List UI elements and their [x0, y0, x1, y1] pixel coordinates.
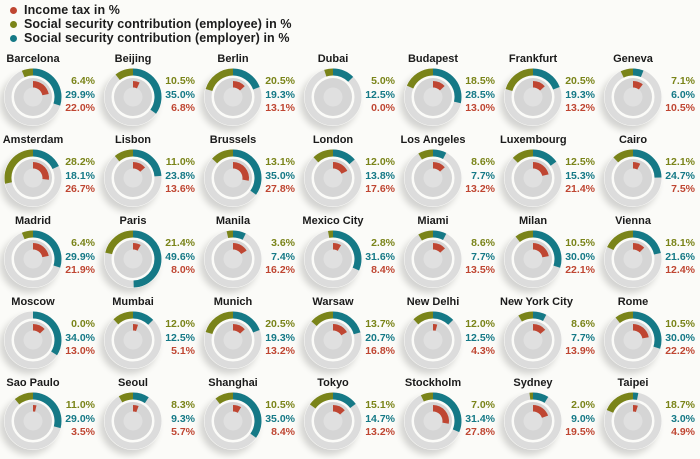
value-ss-employer: 15.3%: [565, 169, 595, 182]
city-values: [265, 156, 295, 197]
value-ss-employer: 29.9%: [65, 88, 95, 101]
city-values: [165, 318, 195, 359]
city-values: [665, 318, 695, 359]
donut-chart: [4, 311, 62, 369]
city-name: Shanghai: [208, 377, 258, 389]
donut-chart: [204, 392, 262, 450]
city-name: Warsaw: [312, 296, 354, 308]
value-ss-employee: 10.5%: [165, 75, 195, 87]
city-values: [365, 318, 395, 359]
city-cell: [300, 214, 400, 295]
city-cell: [200, 133, 300, 214]
value-ss-employee: 28.2%: [65, 156, 95, 168]
value-income-tax: 8.0%: [171, 264, 195, 276]
city-cell: [0, 133, 100, 214]
city-values: [65, 318, 95, 359]
value-ss-employer: 28.5%: [465, 88, 495, 101]
city-values: [465, 318, 495, 359]
city-values: [65, 399, 95, 440]
value-ss-employer: 9.3%: [171, 412, 195, 425]
city-cell: [200, 214, 300, 295]
donut-chart: [604, 230, 662, 288]
value-ss-employer: 20.7%: [365, 331, 395, 344]
value-ss-employee: 20.5%: [265, 318, 295, 330]
city-name: Dubai: [317, 53, 349, 65]
value-income-tax: 12.4%: [665, 264, 695, 276]
value-income-tax: 4.9%: [671, 426, 695, 438]
value-ss-employer: 19.3%: [265, 88, 295, 101]
value-ss-employee: 15.1%: [365, 399, 395, 411]
city-cell: [100, 133, 200, 214]
value-income-tax: 13.0%: [465, 102, 495, 114]
value-ss-employer: 12.5%: [165, 331, 195, 344]
city-values: [565, 399, 595, 440]
value-ss-employer: 29.9%: [65, 250, 95, 263]
value-income-tax: 26.7%: [65, 183, 95, 195]
city-name: Frankfurt: [508, 53, 558, 65]
city-values: [465, 399, 495, 440]
value-ss-employee: 12.0%: [465, 318, 495, 330]
city-cell: [600, 376, 700, 457]
value-ss-employer: 9.0%: [571, 412, 595, 425]
donut-chart: [104, 392, 162, 450]
value-income-tax: 21.4%: [565, 183, 595, 195]
donut-chart: [4, 392, 62, 450]
city-values: [665, 237, 695, 278]
value-ss-employee: 2.8%: [371, 237, 395, 249]
city-values: [265, 318, 295, 359]
city-name: Seoul: [118, 377, 148, 389]
value-income-tax: 4.3%: [471, 345, 495, 357]
city-name: Sydney: [513, 377, 553, 389]
city-cell: [100, 214, 200, 295]
city-cell: [100, 52, 200, 133]
donut-chart: [404, 68, 462, 126]
donut-chart: [4, 68, 62, 126]
legend: [8, 3, 292, 45]
value-ss-employee: 21.4%: [165, 237, 195, 249]
donut-chart: [504, 311, 562, 369]
city-cell: [400, 52, 500, 133]
value-income-tax: 13.2%: [465, 183, 495, 195]
city-name: Los Angeles: [400, 134, 466, 146]
city-name: Milan: [518, 215, 548, 227]
city-name: Sao Paulo: [6, 377, 60, 389]
city-values: [171, 399, 195, 440]
donut-chart: [104, 68, 162, 126]
city-cell: [600, 214, 700, 295]
value-ss-employer: 19.3%: [265, 331, 295, 344]
value-ss-employee: 8.6%: [471, 156, 495, 168]
value-ss-employee: 11.0%: [165, 156, 195, 168]
value-income-tax: 22.2%: [665, 345, 695, 357]
city-name: Stockholm: [404, 377, 462, 389]
value-ss-employer: 24.7%: [665, 169, 695, 182]
ss-employee-dot-icon: [10, 21, 17, 28]
donut-chart: [604, 68, 662, 126]
city-values: [65, 156, 95, 197]
city-values: [365, 75, 395, 116]
city-values: [265, 75, 295, 116]
donut-chart: [204, 230, 262, 288]
value-income-tax: 22.1%: [565, 264, 595, 276]
value-ss-employer: 12.5%: [465, 331, 495, 344]
city-name: Miami: [417, 215, 449, 227]
value-ss-employer: 14.7%: [365, 412, 395, 425]
city-name: Mumbai: [112, 296, 154, 308]
city-name: Beijing: [114, 53, 152, 65]
city-values: [65, 237, 95, 278]
value-ss-employee: 8.6%: [571, 318, 595, 330]
value-ss-employer: 13.8%: [365, 169, 395, 182]
donut-chart: [504, 230, 562, 288]
value-ss-employer: 19.3%: [565, 88, 595, 101]
value-ss-employee: 11.0%: [65, 399, 95, 411]
city-name: London: [312, 134, 354, 146]
value-ss-employer: 7.7%: [571, 331, 595, 344]
donut-chart: [104, 311, 162, 369]
donut-chart: [304, 311, 362, 369]
value-ss-employee: 12.1%: [665, 156, 695, 168]
city-cell: [400, 376, 500, 457]
city-cell: [500, 295, 600, 376]
city-name: Rome: [617, 296, 649, 308]
city-cell: [400, 295, 500, 376]
value-ss-employer: 21.6%: [665, 250, 695, 263]
donut-chart: [604, 392, 662, 450]
city-values: [165, 237, 195, 278]
value-ss-employer: 35.0%: [265, 169, 295, 182]
city-name: Geneva: [613, 53, 653, 65]
donut-chart: [404, 392, 462, 450]
value-ss-employee: 10.5%: [665, 318, 695, 330]
value-ss-employee: 8.3%: [171, 399, 195, 411]
city-name: Berlin: [217, 53, 249, 65]
value-ss-employee: 6.4%: [71, 237, 95, 249]
donut-chart: [304, 230, 362, 288]
donut-chart: [304, 149, 362, 207]
value-ss-employer: 29.0%: [65, 412, 95, 425]
donut-chart: [204, 149, 262, 207]
city-values: [465, 156, 495, 197]
city-name: Barcelona: [6, 53, 60, 65]
value-ss-employer: 34.0%: [65, 331, 95, 344]
value-ss-employee: 20.5%: [265, 75, 295, 87]
city-name: Cairo: [618, 134, 648, 146]
city-name: Mexico City: [302, 215, 364, 227]
city-name: Budapest: [407, 53, 459, 65]
value-income-tax: 3.5%: [71, 426, 95, 438]
donut-chart: [404, 149, 462, 207]
donut-chart: [204, 311, 262, 369]
city-values: [665, 399, 695, 440]
value-ss-employee: 2.0%: [571, 399, 595, 411]
value-income-tax: 10.5%: [665, 102, 695, 114]
city-cell: [400, 214, 500, 295]
donut-chart: [504, 68, 562, 126]
value-income-tax: 13.1%: [265, 102, 295, 114]
value-ss-employee: 18.5%: [465, 75, 495, 87]
value-ss-employer: 49.6%: [165, 250, 195, 263]
value-income-tax: 13.2%: [265, 345, 295, 357]
value-ss-employee: 13.1%: [265, 156, 295, 168]
city-name: Paris: [119, 215, 147, 227]
value-ss-employer: 35.0%: [265, 412, 295, 425]
value-ss-employee: 7.0%: [471, 399, 495, 411]
value-ss-employee: 10.5%: [565, 237, 595, 249]
value-ss-employer: 7.7%: [471, 169, 495, 182]
value-income-tax: 13.9%: [565, 345, 595, 357]
value-ss-employer: 31.4%: [465, 412, 495, 425]
value-income-tax: 0.0%: [371, 102, 395, 114]
value-income-tax: 5.7%: [171, 426, 195, 438]
ss-employer-dot-icon: [10, 35, 17, 42]
value-income-tax: 21.9%: [65, 264, 95, 276]
value-ss-employee: 18.1%: [665, 237, 695, 249]
legend-label: Social security contribution (employee) in %: [24, 17, 292, 31]
value-ss-employer: 7.4%: [271, 250, 295, 263]
income-tax-dot-icon: [10, 7, 17, 14]
city-cell: [600, 295, 700, 376]
city-cell: [200, 52, 300, 133]
city-cell: [500, 52, 600, 133]
value-ss-employee: 7.1%: [671, 75, 695, 87]
city-name: Madrid: [14, 215, 52, 227]
value-ss-employee: 20.5%: [565, 75, 595, 87]
city-cell: [300, 376, 400, 457]
value-ss-employee: 18.7%: [665, 399, 695, 411]
value-ss-employer: 35.0%: [165, 88, 195, 101]
city-values: [565, 75, 595, 116]
city-cell: [600, 133, 700, 214]
value-income-tax: 27.8%: [465, 426, 495, 438]
city-name: Lisbon: [114, 134, 152, 146]
city-values: [565, 318, 595, 359]
city-values: [565, 237, 595, 278]
value-ss-employee: 12.0%: [165, 318, 195, 330]
donut-chart: [204, 68, 262, 126]
donut-chart: [304, 68, 362, 126]
city-values: [365, 237, 395, 278]
donut-chart: [104, 149, 162, 207]
city-donut-grid: [0, 52, 700, 457]
city-values: [665, 75, 695, 116]
value-income-tax: 13.2%: [565, 102, 595, 114]
donut-chart: [404, 311, 462, 369]
value-ss-employer: 18.1%: [65, 169, 95, 182]
donut-chart: [504, 149, 562, 207]
value-ss-employee: 6.4%: [71, 75, 95, 87]
city-name: Amsterdam: [2, 134, 64, 146]
city-values: [265, 399, 295, 440]
city-cell: [0, 214, 100, 295]
value-ss-employee: 8.6%: [471, 237, 495, 249]
value-ss-employee: 13.7%: [365, 318, 395, 330]
donut-chart: [4, 230, 62, 288]
city-values: [365, 156, 395, 197]
value-ss-employee: 12.0%: [365, 156, 395, 168]
legend-item-ss-employer: [8, 31, 292, 45]
donut-chart: [4, 149, 62, 207]
value-ss-employee: 10.5%: [265, 399, 295, 411]
city-values: [565, 156, 595, 197]
legend-item-income-tax: [8, 3, 292, 17]
city-values: [465, 237, 495, 278]
donut-chart: [404, 230, 462, 288]
value-ss-employer: 30.0%: [665, 331, 695, 344]
city-cell: [500, 214, 600, 295]
city-name: Moscow: [11, 296, 55, 308]
value-income-tax: 13.0%: [65, 345, 95, 357]
city-cell: [300, 133, 400, 214]
city-name: Manila: [215, 215, 251, 227]
city-cell: [600, 52, 700, 133]
value-ss-employee: 0.0%: [71, 318, 95, 330]
value-ss-employee: 3.6%: [271, 237, 295, 249]
value-ss-employer: 7.7%: [471, 250, 495, 263]
city-values: [665, 156, 695, 197]
value-ss-employee: 5.0%: [371, 75, 395, 87]
value-income-tax: 13.2%: [365, 426, 395, 438]
value-ss-employer: 31.6%: [365, 250, 395, 263]
city-name: Luxembourg: [500, 134, 567, 146]
city-values: [165, 156, 195, 197]
city-cell: [500, 133, 600, 214]
legend-item-ss-employee: [8, 17, 292, 31]
legend-label: Income tax in %: [24, 3, 120, 17]
value-income-tax: 7.5%: [671, 183, 695, 195]
city-cell: [500, 376, 600, 457]
value-income-tax: 27.8%: [265, 183, 295, 195]
donut-chart: [304, 392, 362, 450]
city-name: Munich: [213, 296, 253, 308]
city-cell: [100, 376, 200, 457]
city-name: New York City: [500, 296, 573, 308]
legend-label: Social security contribution (employer) in %: [24, 31, 290, 45]
value-income-tax: 8.4%: [271, 426, 295, 438]
value-ss-employer: 3.0%: [671, 412, 695, 425]
city-cell: [400, 133, 500, 214]
value-income-tax: 8.4%: [371, 264, 395, 276]
value-income-tax: 13.5%: [465, 264, 495, 276]
value-income-tax: 13.6%: [165, 183, 195, 195]
donut-chart: [604, 311, 662, 369]
value-ss-employer: 6.0%: [671, 88, 695, 101]
donut-chart: [504, 392, 562, 450]
city-values: [65, 75, 95, 116]
city-values: [165, 75, 195, 116]
donut-chart: [104, 230, 162, 288]
city-cell: [200, 376, 300, 457]
donut-chart: [604, 149, 662, 207]
city-cell: [300, 295, 400, 376]
value-income-tax: 19.5%: [565, 426, 595, 438]
value-income-tax: 16.8%: [365, 345, 395, 357]
city-name: Tokyo: [317, 377, 349, 389]
city-cell: [200, 295, 300, 376]
city-name: New Delhi: [406, 296, 460, 308]
value-income-tax: 17.6%: [365, 183, 395, 195]
city-name: Vienna: [615, 215, 651, 227]
value-ss-employee: 12.5%: [565, 156, 595, 168]
value-ss-employer: 30.0%: [565, 250, 595, 263]
city-values: [265, 237, 295, 278]
value-income-tax: 6.8%: [171, 102, 195, 114]
value-ss-employer: 12.5%: [365, 88, 395, 101]
city-cell: [300, 52, 400, 133]
city-name: Taipei: [617, 377, 649, 389]
city-cell: [0, 52, 100, 133]
city-cell: [0, 295, 100, 376]
city-name: Brussels: [209, 134, 257, 146]
city-values: [365, 399, 395, 440]
value-ss-employer: 23.8%: [165, 169, 195, 182]
value-income-tax: 22.0%: [65, 102, 95, 114]
city-cell: [0, 376, 100, 457]
city-values: [465, 75, 495, 116]
value-income-tax: 5.1%: [171, 345, 195, 357]
city-cell: [100, 295, 200, 376]
value-income-tax: 16.2%: [265, 264, 295, 276]
